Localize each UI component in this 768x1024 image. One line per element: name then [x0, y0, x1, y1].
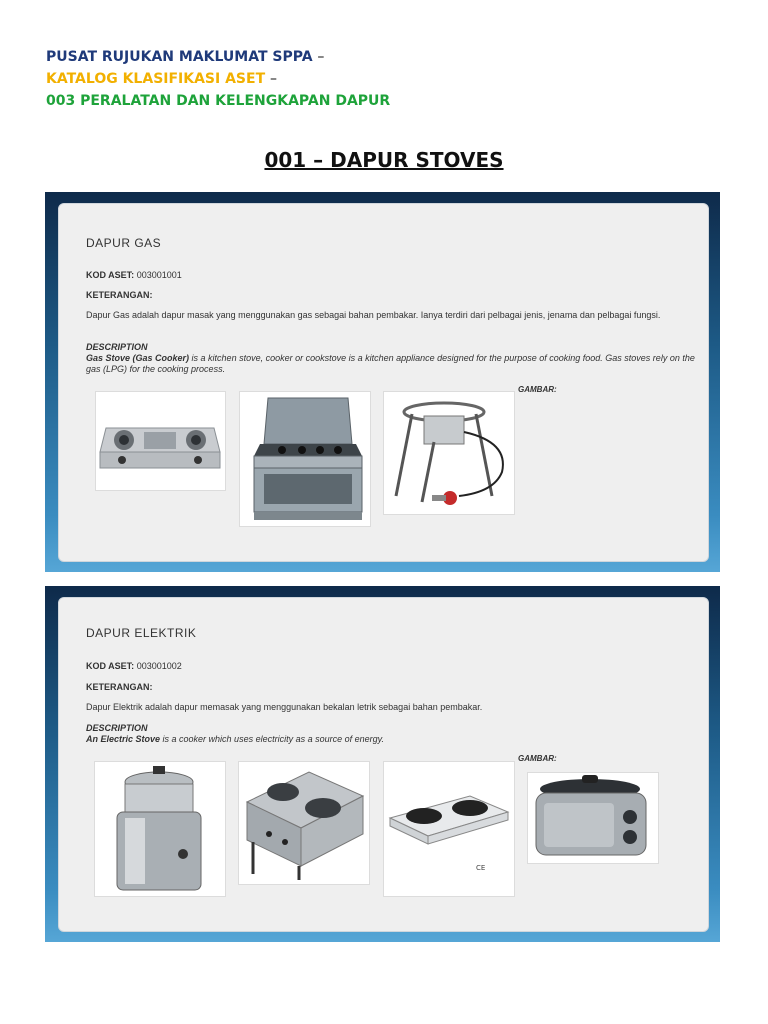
elektrik-gambar-label: GAMBAR: — [518, 754, 557, 763]
gas-keterangan-label: KETERANGAN: — [86, 290, 153, 300]
freestanding-gas-cooker-image — [240, 392, 370, 526]
elektrik-description-text: An Electric Stove is a cooker which uses electricity as a source of energy. — [86, 734, 384, 744]
double-hotplate-image — [239, 762, 369, 884]
gas-hob-photo — [95, 391, 226, 491]
gas-keterangan-text: Dapur Gas adalah dapur masak yang menggunakan gas sebagai bahan pembakar. Ianya terdiri dari pelbagai jenis, jenama dan pelbagai fungsi. — [86, 310, 661, 320]
ce-mark: CE — [476, 864, 486, 872]
gas-stove-panel — [45, 192, 720, 572]
elektrik-asset-code: KOD ASET: 003001002 — [86, 661, 182, 671]
gas-description-label: DESCRIPTION — [86, 342, 148, 352]
document-header — [46, 46, 390, 112]
elektrik-keterangan-label: KETERANGAN: — [86, 682, 153, 692]
portable-hotplate-photo — [383, 761, 515, 897]
gas-stove-card — [58, 203, 709, 562]
elektrik-description-label: DESCRIPTION — [86, 723, 148, 733]
slow-cooker-image — [528, 773, 658, 863]
electric-hotplate-photo — [238, 761, 370, 885]
gas-cooker-photo — [239, 391, 371, 527]
gas-asset-code: KOD ASET: 003001001 — [86, 270, 182, 280]
header-line-3: 003 PERALATAN DAN KELENGKAPAN DAPUR — [46, 93, 391, 109]
gas-section-title: DAPUR GAS — [86, 236, 162, 250]
elektrik-section-title: DAPUR ELEKTRIK — [86, 626, 197, 640]
header-line-2: KATALOG KLASIFIKASI ASET – — [46, 71, 278, 87]
outdoor-gas-burner-photo — [383, 391, 515, 515]
portable-double-burner-image — [384, 762, 514, 896]
slow-cooker-photo — [527, 772, 659, 864]
electric-stove-panel — [45, 586, 720, 942]
elektrik-keterangan-text: Dapur Elektrik adalah dapur memasak yang menggunakan bekalan letrik sebagai bahan pembakar. — [86, 702, 483, 712]
gas-gambar-label: GAMBAR: — [518, 385, 557, 394]
outdoor-burner-stand-image — [384, 392, 514, 514]
gas-description-text: Gas Stove (Gas Cooker) is a kitchen stove, cooker or cookstove is a kitchen appliance designed for the purpose of cooking food. Gas stoves rely on the gas (LPG) for the cooking process. — [86, 353, 695, 374]
stainless-electric-cooker-image — [95, 762, 225, 896]
header-line-1: PUSAT RUJUKAN MAKLUMAT SPPA – — [46, 49, 325, 65]
two-burner-gas-hob-image — [96, 392, 225, 490]
page-title: 001 – DAPUR STOVES — [264, 148, 504, 172]
electric-cooker-photo-1 — [94, 761, 226, 897]
electric-stove-card — [58, 597, 709, 932]
